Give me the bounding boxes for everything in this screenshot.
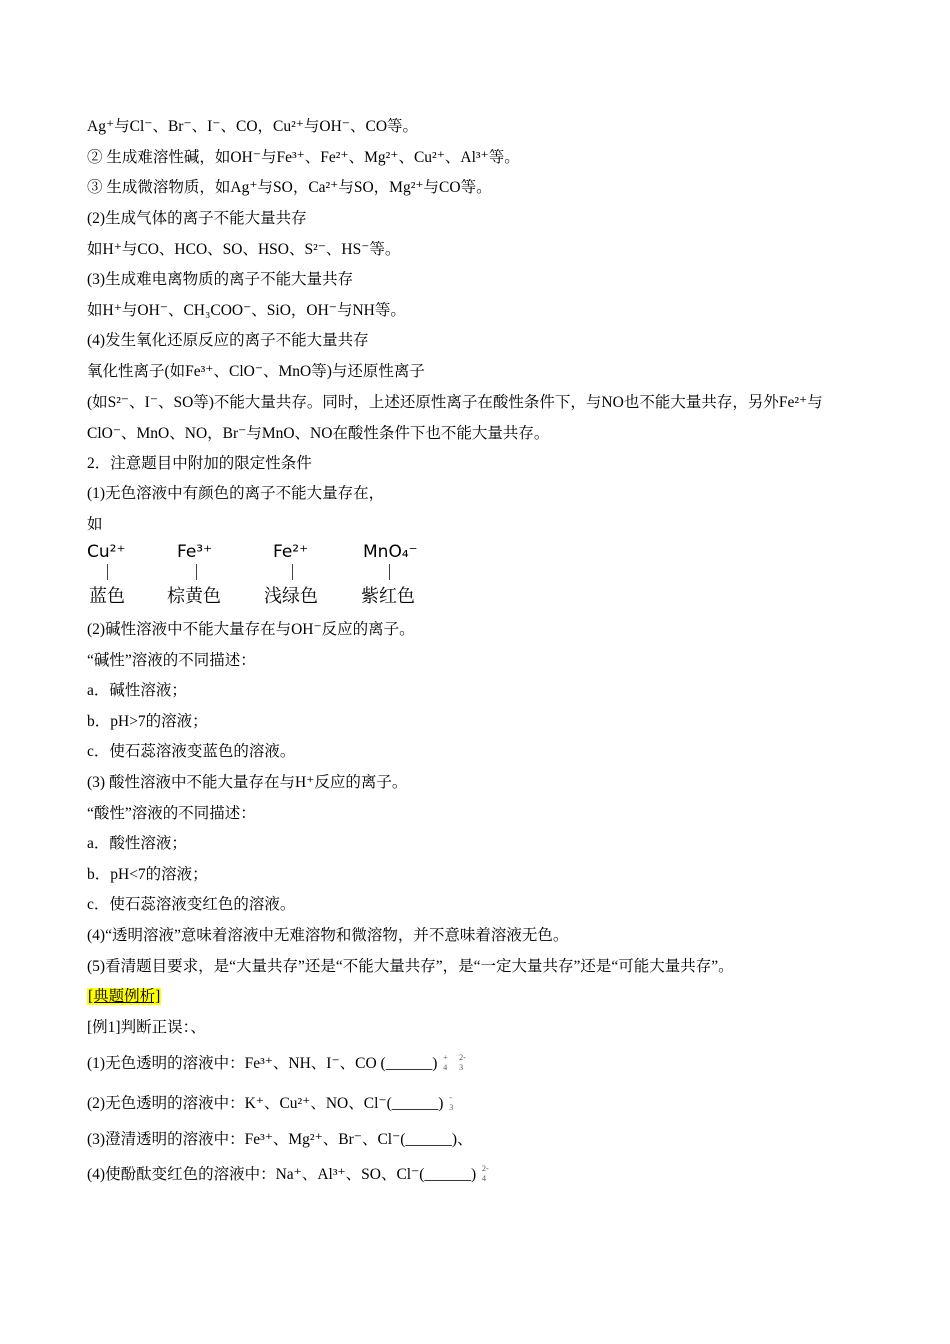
connector-line <box>107 564 108 580</box>
example-title: [例1]判断正误：、 <box>87 1019 206 1036</box>
text-line: (5)看清题目要求，是“大量共存”还是“不能大量共存”，是“一定大量共存”还是“可能大量共存”。 <box>87 958 734 975</box>
question-text: (4)使酚酞变红色的溶液中：Na⁺、Al³⁺、SO、Cl⁻(______) <box>87 1166 477 1183</box>
text-line: “酸性”溶液的不同描述： <box>87 805 256 822</box>
text-line: (2)碱性溶液中不能大量存在与OH⁻反应的离子。 <box>87 621 415 638</box>
color-label: 紫红色 <box>361 586 415 607</box>
text-paragraph: (如S²⁻、I⁻、SO等)不能大量共存。同时，上述还原性离子在酸性条件下，与NO也不能大量共存，另外Fe²⁺与ClO⁻、MnO、NO，Br⁻与MnO、NO在酸性条件下也不能大量共存。 <box>87 394 823 442</box>
section-heading: [典题例析] <box>88 988 161 1005</box>
text-line: (3)生成难电离物质的离子不能大量共存 <box>87 271 354 288</box>
charge-marker: + 4 <box>443 1053 448 1073</box>
connector-line <box>292 564 293 580</box>
text-line: 如 <box>87 516 103 533</box>
text-line: ② 生成难溶性碱，如OH⁻与Fe³⁺、Fe²⁺、Mg²⁺、Cu²⁺、Al³⁺等。 <box>87 149 520 166</box>
section-heading-line <box>87 987 870 1007</box>
charge-marker: - 3 <box>449 1093 454 1113</box>
ion-label: MnO₄⁻ <box>363 542 418 562</box>
ion-color-figure <box>87 542 447 608</box>
ion-label: Cu²⁺ <box>87 542 126 562</box>
text-line: c．使石蕊溶液变红色的溶液。 <box>87 896 296 913</box>
text-line: a．酸性溶液； <box>87 835 187 852</box>
color-label: 棕黄色 <box>167 586 221 607</box>
text-line: 如H⁺与OH⁻、CH₃COO⁻、SiO，OH⁻与NH等。 <box>87 302 406 319</box>
question-line <box>87 1165 870 1185</box>
text-line: (4)“透明溶液”意味着溶液中无难溶物和微溶物，并不意味着溶液无色。 <box>87 927 569 944</box>
text-line: b．pH>7的溶液； <box>87 713 208 730</box>
question-line <box>87 1094 870 1114</box>
text-line: a．碱性溶液； <box>87 682 187 699</box>
question-line: (3)澄清透明的溶液中：Fe³⁺、Mg²⁺、Br⁻、Cl⁻(______)、 <box>87 1131 473 1148</box>
color-label: 蓝色 <box>89 586 125 607</box>
text-line: 如H⁺与CO、HCO、SO、HSO、S²⁻、HS⁻等。 <box>87 241 401 258</box>
text-line: (4)发生氧化还原反应的离子不能大量共存 <box>87 332 369 349</box>
text-line: c．使石蕊溶液变蓝色的溶液。 <box>87 743 296 760</box>
question-text: (1)无色透明的溶液中：Fe³⁺、NH、I⁻、CO (______) <box>87 1055 438 1072</box>
connector-line <box>389 564 390 580</box>
text-line: (3) 酸性溶液中不能大量存在与H⁺反应的离子。 <box>87 774 408 791</box>
charge-marker: 2- 4 <box>482 1164 489 1184</box>
text-line: 2．注意题目中附加的限定性条件 <box>87 455 312 472</box>
color-label: 浅绿色 <box>264 586 318 607</box>
text-line: “碱性”溶液的不同描述： <box>87 652 256 669</box>
text-line: 氧化性离子(如Fe³⁺、ClO⁻、MnO等)与还原性离子 <box>87 363 425 380</box>
question-line <box>87 1054 870 1074</box>
charge-marker: 2- 3 <box>459 1053 466 1073</box>
ion-label: Fe³⁺ <box>177 542 213 562</box>
text-line: (2)生成气体的离子不能大量共存 <box>87 210 307 227</box>
text-line: b．pH<7的溶液； <box>87 866 208 883</box>
connector-line <box>196 564 197 580</box>
ion-label: Fe²⁺ <box>273 542 309 562</box>
text-line: ③ 生成微溶物质，如Ag⁺与SO，Ca²⁺与SO，Mg²⁺与CO等。 <box>87 179 492 196</box>
text-line: (1)无色溶液中有颜色的离子不能大量存在， <box>87 485 385 502</box>
text-line: Ag⁺与Cl⁻、Br⁻、I⁻、CO，Cu²⁺与OH⁻、CO等。 <box>87 118 419 135</box>
question-text: (2)无色透明的溶液中：K⁺、Cu²⁺、NO、Cl⁻(______) <box>87 1095 444 1112</box>
